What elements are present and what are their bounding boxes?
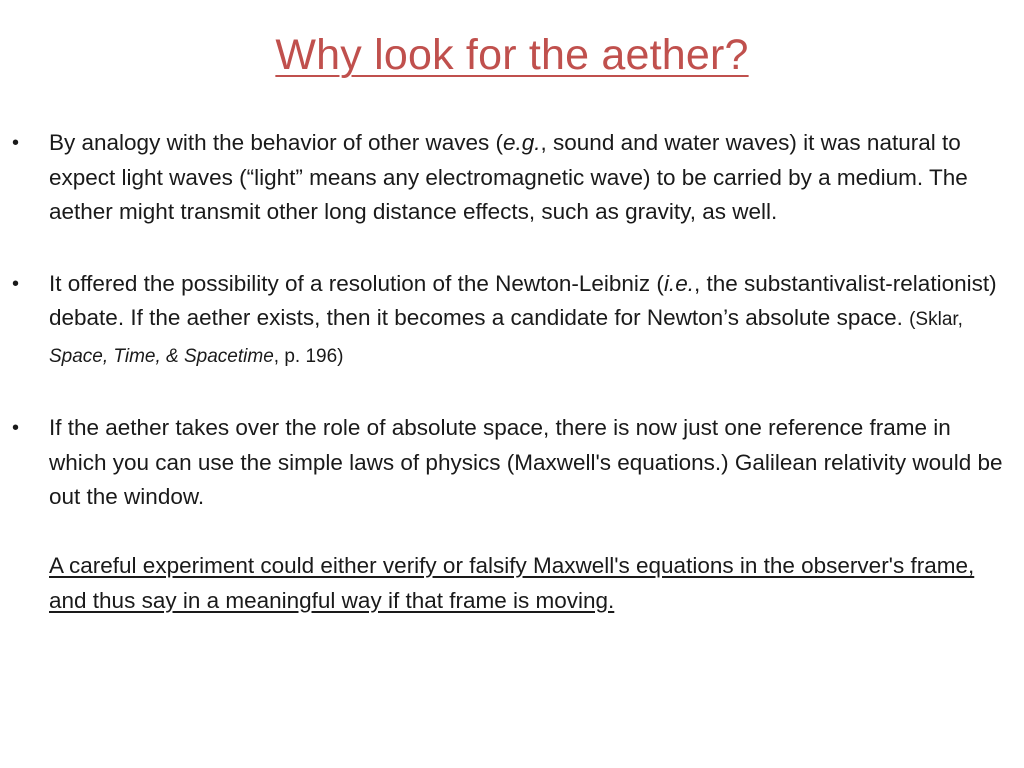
bullet-text-italic: i.e. xyxy=(663,270,694,296)
bullet-item xyxy=(0,267,1024,375)
citation-title: Space, Time, & Spacetime xyxy=(49,345,274,367)
bullet-list xyxy=(0,126,1024,618)
citation-close: , p. 196) xyxy=(273,345,344,367)
bullet-text: If the aether takes over the role of absolute space, there is now just one reference frame in which you can use the simple laws of physics (Maxwell's equations.) Galilean relativity would be out the window. xyxy=(49,415,1003,509)
bullet-text: By analogy with the behavior of other waves ( xyxy=(49,130,503,155)
bullet-text: , sound and water waves) it was natural to expect light waves (“light” means any electromagnetic wave) to be carried by a medium. The aether might transmit other long distance effects, such as gravity, as well. xyxy=(49,130,968,224)
bullet-item xyxy=(0,126,1024,230)
bullet-dot-icon: • xyxy=(12,132,20,154)
underlined-note: A careful experiment could either verify or falsify Maxwell's equations in the observer's frame, and thus say in a meaningful way if that frame is moving. xyxy=(49,553,975,613)
bullet-item xyxy=(0,411,1024,618)
bullet-dot-icon: • xyxy=(12,272,20,295)
bullet-text-italic: e.g. xyxy=(503,130,541,155)
citation-open: (Sklar, xyxy=(909,309,963,330)
slide-title: Why look for the aether? xyxy=(275,31,749,79)
bullet-text: , the substantivalist-relationist) debate. If the aether exists, then it becomes a candidate for Newton’s absolute space. xyxy=(49,270,997,330)
bullet-text: It offered the possibility of a resolution of the Newton-Leibniz ( xyxy=(49,270,664,296)
bullet-dot-icon: • xyxy=(12,417,20,439)
